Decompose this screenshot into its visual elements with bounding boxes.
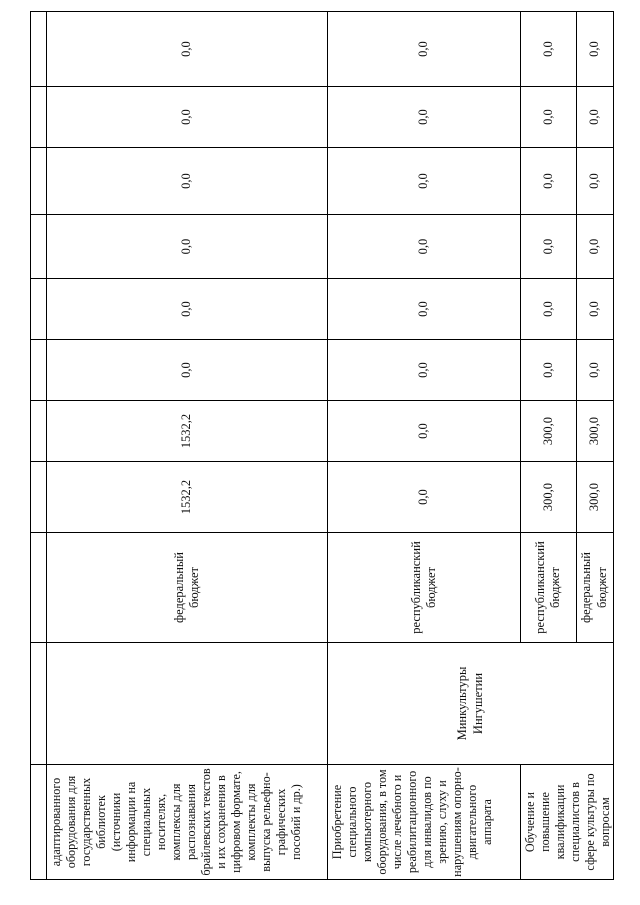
value-cell: 300,0 bbox=[521, 462, 577, 533]
value-cell: 0,0 bbox=[47, 12, 328, 87]
value-cell: 0,0 bbox=[576, 148, 613, 215]
value-cell-strip bbox=[31, 148, 47, 215]
budget-cell: республиканский бюджет bbox=[328, 533, 521, 643]
value-cell: 0,0 bbox=[576, 340, 613, 401]
value-cell: 0,0 bbox=[521, 215, 577, 279]
value-cell: 0,0 bbox=[328, 401, 521, 462]
value-cell-strip bbox=[31, 401, 47, 462]
value-cell-strip bbox=[31, 279, 47, 340]
value-cell: 0,0 bbox=[47, 148, 328, 215]
measure-cell: адаптированного оборудования для государственных библиотек (источники информации на специальных носителях, комплексы для распознавания брайлевских текстов и их сохранения в цифровом формате, комплекты для выпуска рельефно-графических пособий и др.) bbox=[47, 765, 328, 880]
value-cell-strip bbox=[31, 462, 47, 533]
org-cell-strip bbox=[31, 643, 47, 765]
value-cell: 0,0 bbox=[328, 279, 521, 340]
value-cell: 0,0 bbox=[521, 148, 577, 215]
org-cell-shared: Минкультуры Ингушетии bbox=[328, 643, 614, 765]
value-cell-strip bbox=[31, 87, 47, 148]
value-cell: 0,0 bbox=[521, 87, 577, 148]
value-cell: 0,0 bbox=[47, 279, 328, 340]
value-cell-strip bbox=[31, 215, 47, 279]
value-cell: 300,0 bbox=[521, 401, 577, 462]
org-cell bbox=[47, 643, 328, 765]
value-cell: 1532,2 bbox=[47, 401, 328, 462]
value-cell: 0,0 bbox=[328, 340, 521, 401]
value-cell: 0,0 bbox=[576, 215, 613, 279]
value-cell: 0,0 bbox=[328, 87, 521, 148]
value-cell-strip bbox=[31, 12, 47, 87]
table-row bbox=[328, 12, 521, 880]
value-cell: 0,0 bbox=[328, 215, 521, 279]
budget-table bbox=[30, 11, 614, 880]
value-cell: 0,0 bbox=[576, 279, 613, 340]
value-cell: 0,0 bbox=[576, 12, 613, 87]
value-cell: 0,0 bbox=[576, 87, 613, 148]
value-cell: 300,0 bbox=[576, 462, 613, 533]
budget-cell: федеральный бюджет bbox=[47, 533, 328, 643]
value-cell: 1532,2 bbox=[47, 462, 328, 533]
budget-cell: республиканский бюджет bbox=[521, 533, 577, 643]
value-cell: 0,0 bbox=[47, 340, 328, 401]
value-cell: 0,0 bbox=[521, 279, 577, 340]
measure-cell-strip bbox=[31, 765, 47, 880]
table-row bbox=[47, 12, 328, 880]
budget-cell: федеральный бюджет bbox=[576, 533, 613, 643]
value-cell: 0,0 bbox=[521, 340, 577, 401]
value-cell: 0,0 bbox=[47, 87, 328, 148]
value-cell: 0,0 bbox=[328, 12, 521, 87]
value-cell: 0,0 bbox=[328, 462, 521, 533]
value-cell: 0,0 bbox=[47, 215, 328, 279]
measure-cell: Приобретение специального компьютерного оборудования, в том числе лечебного и реабилитационного для инвалидов по зрению, слуху и нарушениям опорно-двигательного аппарата bbox=[328, 765, 521, 880]
budget-cell-strip bbox=[31, 533, 47, 643]
table-row-top-strip bbox=[31, 12, 47, 880]
value-cell: 0,0 bbox=[521, 12, 577, 87]
rotated-table-page bbox=[30, 12, 610, 880]
value-cell-strip bbox=[31, 340, 47, 401]
value-cell: 300,0 bbox=[576, 401, 613, 462]
measure-cell: Обучение и повышение квалификации специалистов в сфере культуры по вопросам bbox=[521, 765, 614, 880]
value-cell: 0,0 bbox=[328, 148, 521, 215]
